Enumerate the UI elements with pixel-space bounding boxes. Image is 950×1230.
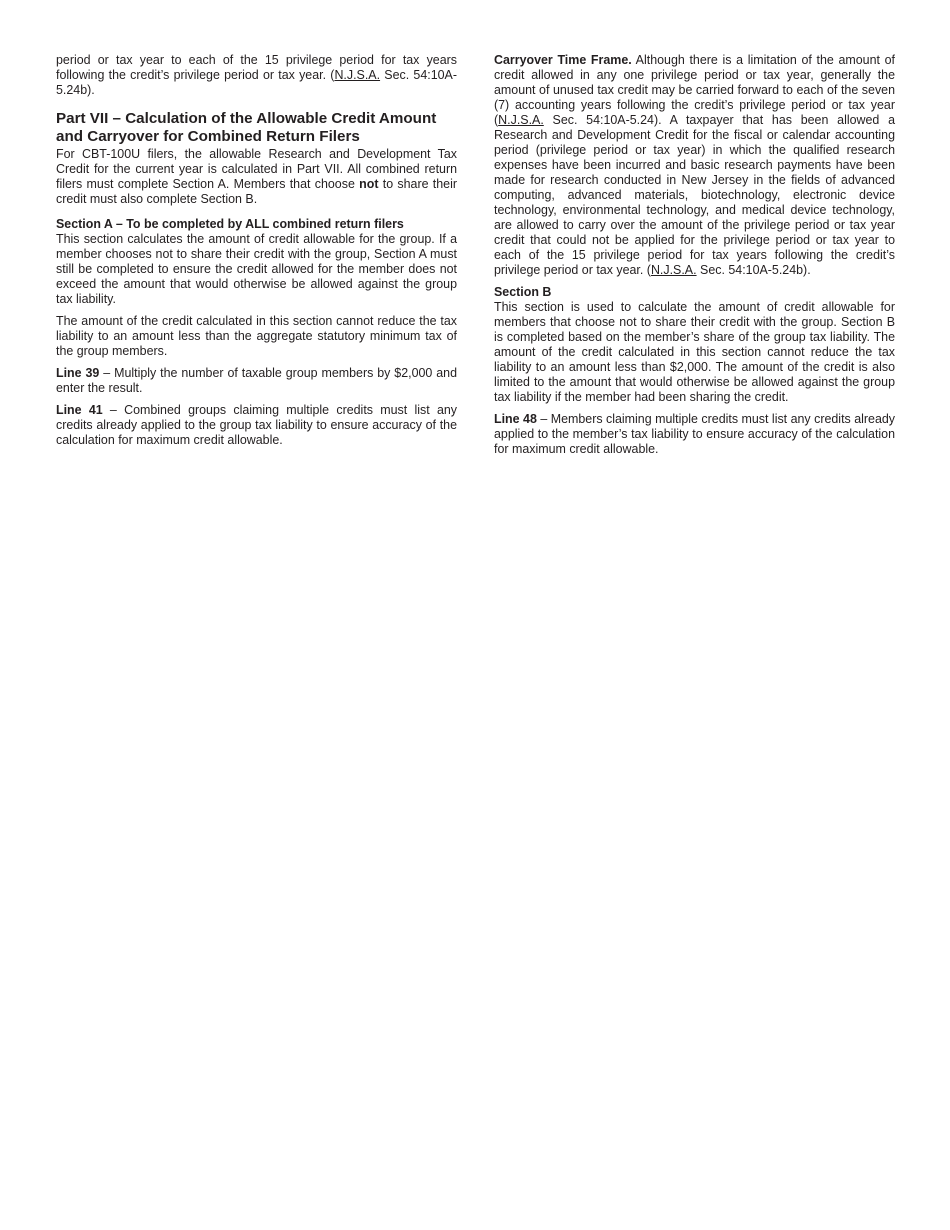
- carryover-paragraph: Carryover Time Frame. Although there is a limitation of the amount of credit allowed in any one privilege period or tax year, generally the amount of unused tax credit may be carried forward to each of the seven (7) accounting years following the credit’s privilege period or tax year (N.J.S.A. Sec. 54:10A-5.24). A taxpayer that has been allowed a Research and Development Credit for the fiscal or calendar accounting period (privilege period or tax year) in which the qualified research expenses have been incurred and basic research payments have been made for research conducted in New Jersey in the fields of advanced computing, advanced materials, biotechnology, electronic device technology, environmental technology, and medical device technology, are allowed to carry over the amount of the privilege period or tax year credit that could not be applied for the privilege period or tax year to each of the 15 privilege period for tax years following the credit’s privilege period or tax year. (N.J.S.A. Sec. 54:10A-5.24b).: [494, 53, 895, 277]
- line-48-label: Line 48: [494, 412, 537, 426]
- line-48-instruction: Line 48 – Members claiming multiple credits must list any credits already applied to the member’s tax liability to ensure accuracy of the calculation for maximum credit allowable.: [494, 412, 896, 456]
- left-column: [56, 53, 457, 455]
- continuation-paragraph: period or tax year to each of the 15 privilege period for tax years following the credit’s privilege period or tax year. (N.J.S.A. Sec. 54:10A-5.24b).: [56, 53, 457, 97]
- section-a-paragraph-2: The amount of the credit calculated in this section cannot reduce the tax liability to an amount less than the aggregate statutory minimum tax of the group members.: [56, 314, 457, 358]
- emphasis-not: not: [359, 177, 379, 191]
- line-41-label: Line 41: [56, 403, 103, 417]
- line-41-instruction: Line 41 – Combined groups claiming multiple credits must list any credits already applied to the group tax liability to ensure accuracy of the calculation for maximum credit allowable.: [56, 403, 457, 447]
- line-39-instruction: Line 39 – Multiply the number of taxable group members by $2,000 and enter the result.: [56, 366, 457, 395]
- section-b-paragraph: This section is used to calculate the amount of credit allowable for members that choose not to share their credit with the group. Section B is completed based on the member’s share of the group tax liability. The amount of the credit calculated in this section cannot reduce the tax liability to an amount less than $2,000. The amount of the credit is also limited to the amount that would otherwise be allowed against the group tax liability if the member had been sharing the credit.: [494, 300, 895, 404]
- carryover-label: Carryover Time Frame.: [494, 53, 632, 67]
- section-a-paragraph-1: This section calculates the amount of credit allowable for the group. If a member chooses not to share their credit with the group, Section A must still be completed to ensure the credit allowed for the member does not exceed the amount that would otherwise be allowed against the group tax liability.: [56, 232, 457, 306]
- statute-citation: N.J.S.A.: [650, 263, 697, 277]
- part-vii-intro: For CBT-100U filers, the allowable Research and Development Tax Credit for the current year is calculated in Part VII. All combined return filers must complete Section A. Members that choose not to share their credit must also complete Section B.: [56, 147, 457, 206]
- statute-citation: N.J.S.A.: [498, 113, 544, 127]
- statute-citation: N.J.S.A.: [334, 68, 381, 82]
- part-vii-heading: Part VII – Calculation of the Allowable Credit Amount and Carryover for Combined Return Filers: [56, 110, 437, 145]
- section-a-heading: Section A – To be completed by ALL combined return filers: [56, 217, 404, 231]
- right-column: [494, 53, 895, 464]
- section-b-heading: Section B: [494, 285, 552, 299]
- line-39-label: Line 39: [56, 366, 100, 380]
